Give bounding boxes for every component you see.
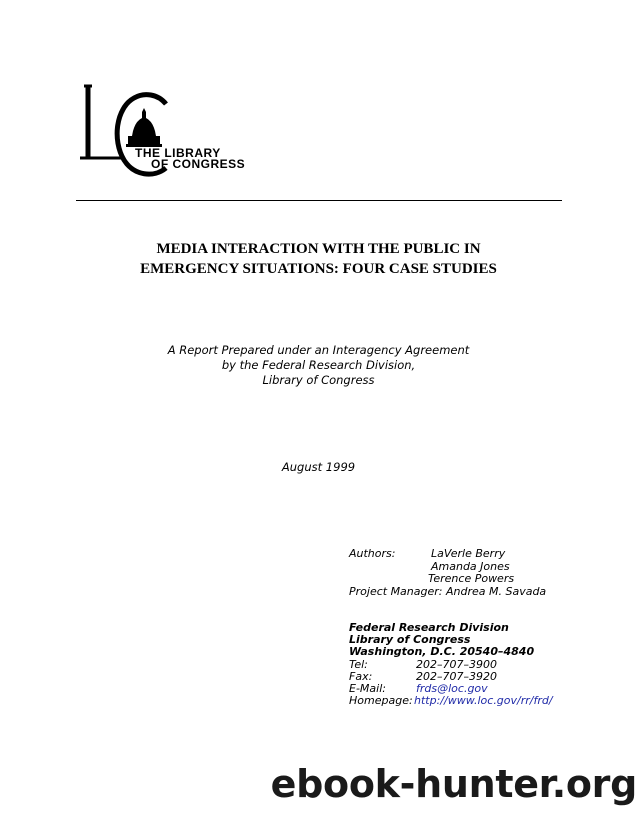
homepage-link[interactable]: http://www.loc.gov/rr/frd/ — [414, 694, 553, 707]
report-date: August 1999 — [281, 460, 356, 474]
email-label: E-Mail: — [349, 682, 386, 695]
header-divider — [76, 200, 562, 201]
email-link[interactable]: frds@loc.gov — [416, 682, 488, 695]
author-name: LaVerle Berry — [431, 547, 506, 560]
fax-label: Fax: — [349, 670, 373, 683]
title-line2: EMERGENCY SITUATIONS: FOUR CASE STUDIES — [140, 261, 497, 277]
watermark-text: ebook-hunter.org — [270, 762, 637, 806]
author-name: Terence Powers — [428, 572, 515, 585]
subtitle-line1: A Report Prepared under an Interagency Agreement — [167, 343, 470, 357]
report-subtitle — [60, 343, 577, 388]
report-title — [60, 239, 577, 279]
author-name: Amanda Jones — [431, 560, 510, 573]
contact-org2: Library of Congress — [349, 633, 471, 646]
fax-value: 202–707–3920 — [416, 670, 497, 683]
logo-text-line2: OF CONGRESS — [151, 157, 246, 171]
subtitle-line3: Library of Congress — [262, 373, 375, 387]
tel-value: 202–707–3900 — [416, 658, 497, 671]
homepage-label: Homepage: — [349, 694, 413, 707]
contact-org1: Federal Research Division — [349, 621, 509, 634]
contact-address: Washington, D.C. 20540–4840 — [349, 645, 535, 658]
subtitle-line2: by the Federal Research Division, — [221, 358, 416, 372]
title-line1: MEDIA INTERACTION WITH THE PUBLIC IN — [156, 241, 481, 257]
authors-label: Authors: — [349, 547, 396, 560]
logo-text-line1: THE LIBRARY — [135, 146, 221, 160]
project-manager: Project Manager: Andrea M. Savada — [349, 585, 547, 598]
tel-label: Tel: — [349, 658, 368, 671]
